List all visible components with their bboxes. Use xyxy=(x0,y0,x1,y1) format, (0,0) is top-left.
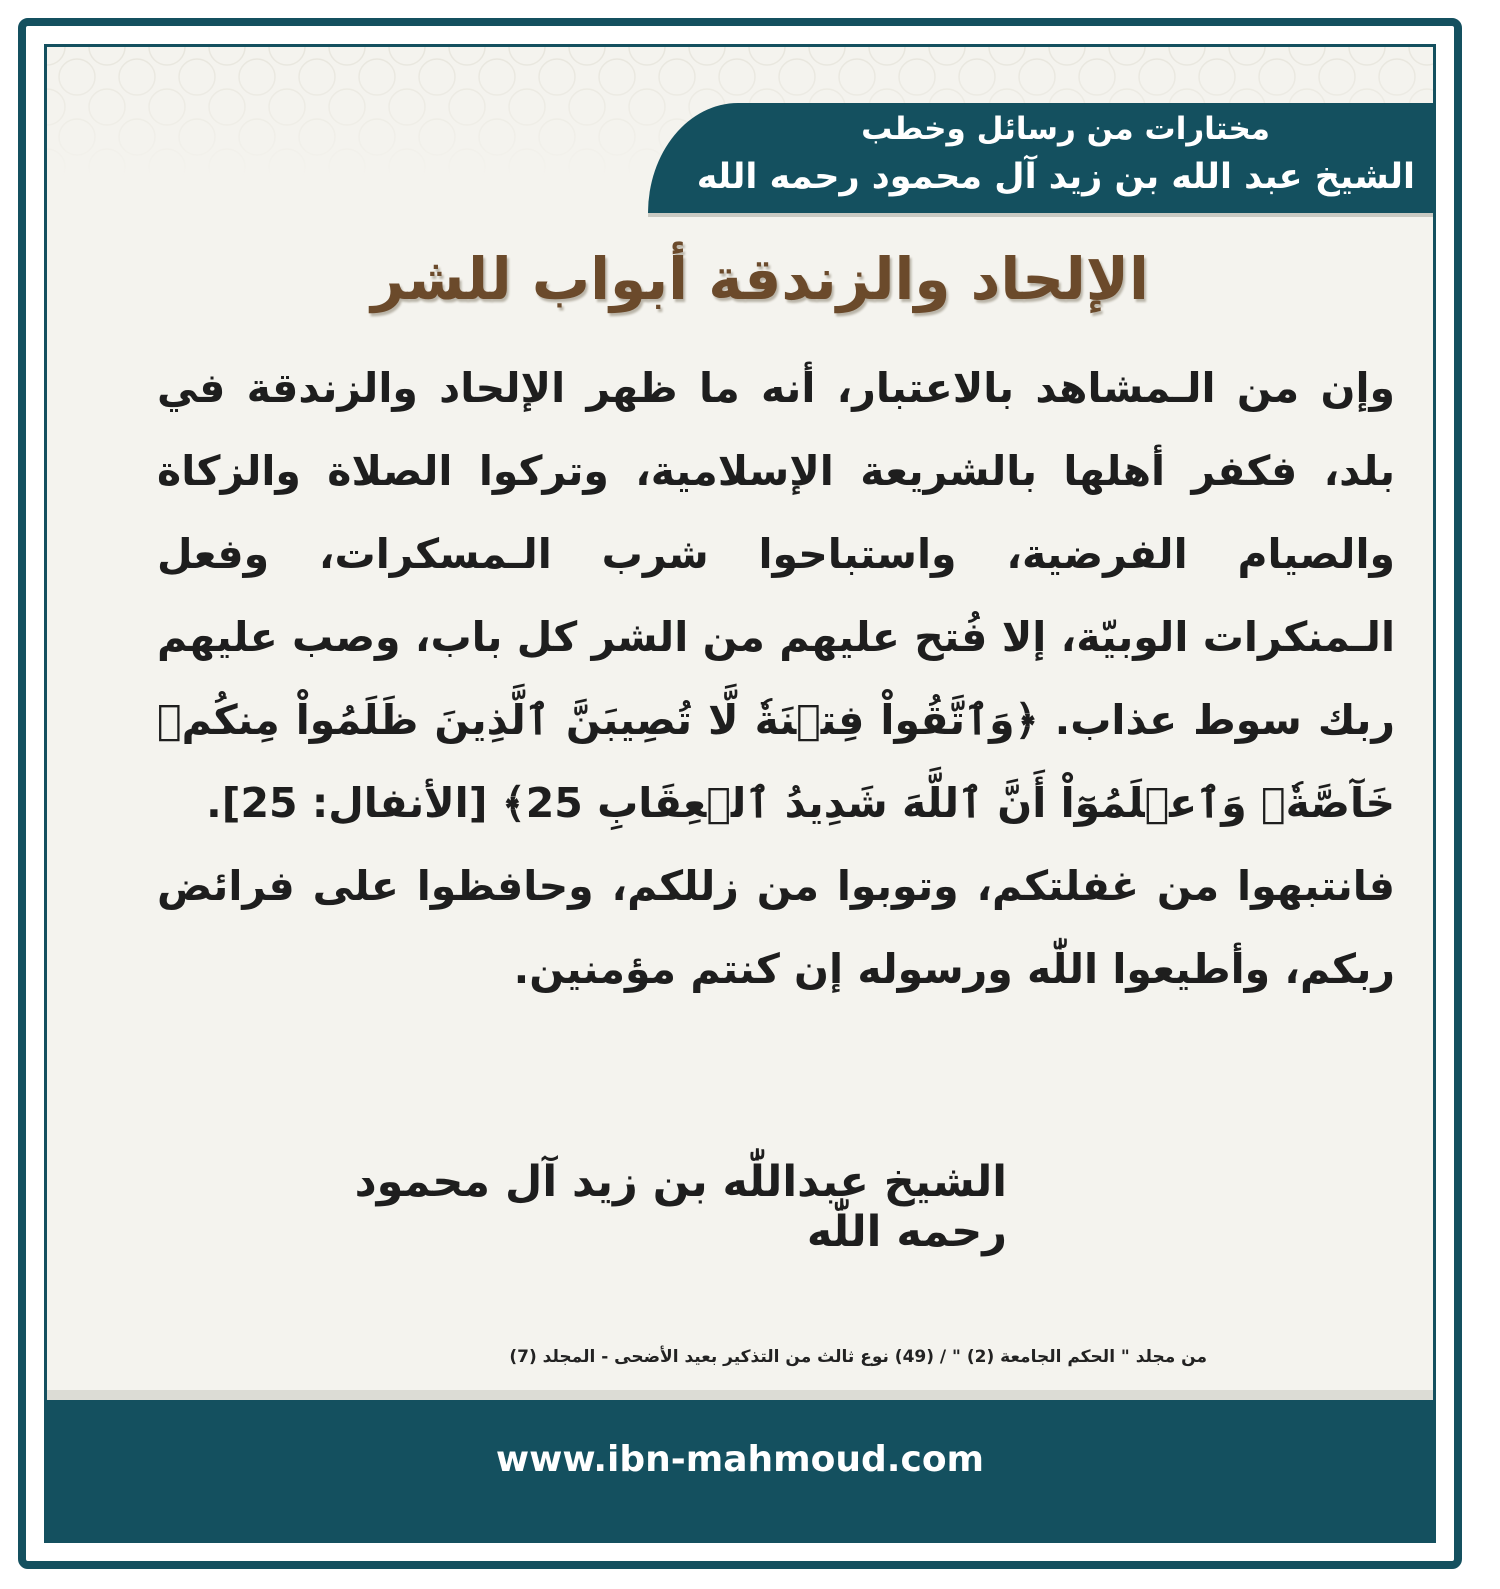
outer-frame xyxy=(18,18,1462,1569)
header-series-title: مختارات من رسائل وخطب xyxy=(861,111,1270,147)
header-author: الشيخ عبد الله بن زيد آل محمود رحمه الله xyxy=(696,157,1415,197)
page-title: الإلحاد والزندقة أبواب للشر xyxy=(371,245,1149,313)
article-paragraph-2: فانتبهوا من غفلتكم، وتوبوا من زللكم، وحافظوا على فرائض ربكم، وأطيعوا اللّٰه ورسوله إن كنتم مؤمنين. xyxy=(157,862,1395,993)
footer-bar xyxy=(47,1390,1433,1540)
author-signature: الشيخ عبداللّٰه بن زيد آل محمود رحمه اللّٰه xyxy=(354,1157,1007,1257)
article-body xyxy=(157,347,1395,1011)
source-citation: من مجلد " الحكم الجامعة (2) " / (49) نوع ثالث من التذكير بعيد الأضحى - المجلد (7) xyxy=(509,1347,1207,1367)
inner-frame xyxy=(44,44,1436,1543)
website-link[interactable]: www.ibn-mahmoud.com xyxy=(495,1439,985,1480)
header-banner xyxy=(648,103,1433,213)
article-paragraph-1: وإن من الـمشاهد بالاعتبار، أنه ما ظهر الإلحاد والزندقة في بلد، فكفر أهلها بالشريعة الإسلامية، وتركوا الصلاة والزكاة والصيام الفرضية، واستباحوا شرب الـمسكرات، وفعل الـمنكرات الوبيّة، إلا فُتح عليهم من الشر كل باب، وصب عليهم ربك سوط عذاب. ﴿وَٱتَّقُواْ فِتۡنَةٗ لَّا تُصِيبَنَّ ٱلَّذِينَ ظَلَمُواْ مِنكُمۡ خَآصَّةٗۖ وَٱعۡلَمُوٓاْ أَنَّ ٱللَّهَ شَدِيدُ ٱلۡعِقَابِ 25﴾ [الأنفال: 25]. xyxy=(157,364,1395,827)
